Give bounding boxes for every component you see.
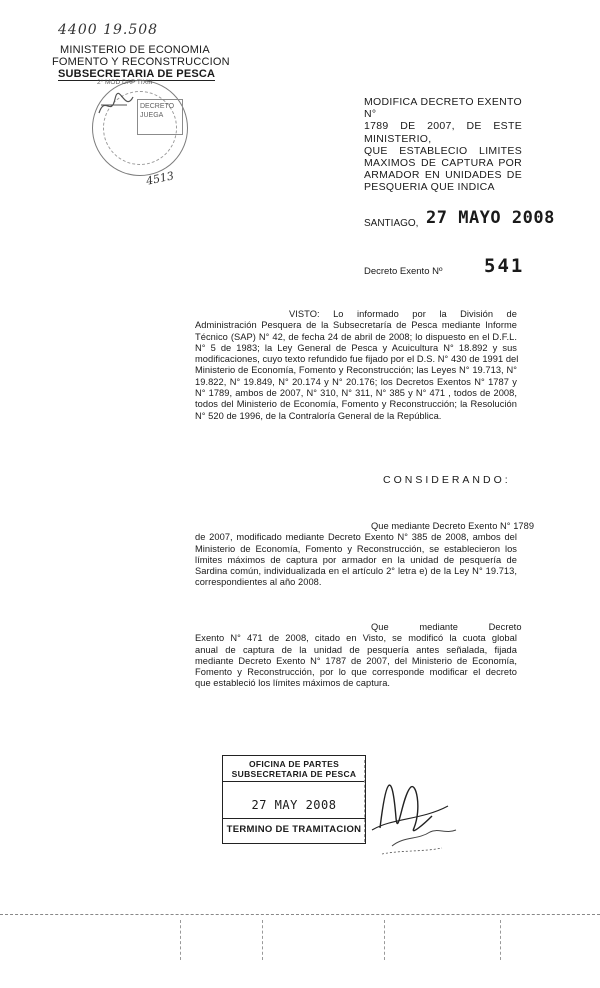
visto-line: 19.822, N° 19.849, N° 20.174 y N° 20.176; los Decretos Exentos N° 1787 y	[195, 376, 517, 387]
decree-title	[364, 96, 522, 194]
visto-line: modificaciones, cuyo texto refundido fue fijado por el D.S. N° 430 de 1991 del	[195, 354, 519, 365]
signature-scribble	[97, 91, 137, 121]
binding-mark	[500, 920, 501, 960]
visto-line: Administración Pesquera de la Subsecretaría de Pesca mediante Informe	[195, 320, 517, 331]
considerando-paragraph-2	[195, 622, 522, 690]
considerando-heading: CONSIDERANDO:	[383, 474, 511, 486]
seal-stamp-line-2: JUEGA	[140, 112, 164, 119]
title-line: 1789 DE 2007, DE ESTE MINISTERIO,	[364, 120, 522, 145]
visto-line: N° 1789, ambos de 2007, N° 310, N° 311, N° 385 y N° 471 , todos de 2008,	[195, 388, 517, 399]
considerando-line: correspondientes al año 2008.	[195, 577, 322, 588]
visto-line: VISTO: Lo informado por la División de	[289, 309, 517, 319]
seal-stamp-line-1: DECRETO	[140, 103, 175, 110]
title-line: QUE ESTABLECIO LIMITES	[364, 144, 522, 157]
title-line: MODIFICA DECRETO EXENTO N°	[364, 96, 522, 121]
margin-note: 4513	[144, 169, 176, 188]
considerando-line: Sardina común, individualizada en el artículo 2° letra e) de la Ley N° 19.713,	[195, 566, 517, 577]
visto-line: Técnico (SAP) N° 42, de fecha 24 de abril de 2008; lo dispuesto en el D.F.L.	[195, 331, 517, 342]
considerando-line: anual de captura de la unidad de pesquería antes señalada, fijada	[195, 644, 517, 655]
considerando-paragraph-1	[195, 521, 535, 589]
seal-stamp-box	[137, 99, 183, 135]
considerando-line: Que mediante Decreto	[371, 622, 522, 632]
visto-paragraph	[195, 309, 517, 422]
title-line: ARMADOR EN UNIDADES DE	[364, 169, 522, 182]
considerando-line: que estableció los límites máximos de captura.	[195, 678, 391, 689]
stamp-subtitle: SUBSECRETARIA DE PESCA	[223, 769, 365, 782]
stamp-footer: TERMINO DE TRAMITACION	[226, 824, 362, 835]
signature	[352, 758, 492, 868]
stamp-footer-box	[222, 818, 366, 844]
visto-line: Ministerio de Economía, Fomento y Reconstrucción; las Leyes N° 19.713, N°	[195, 365, 517, 376]
title-line: MAXIMOS DE CAPTURA POR	[364, 157, 522, 170]
considerando-line: Exento N° 471 de 2008, citado en Visto, se modificó la cuota global	[195, 633, 517, 644]
ministry-subtitle: FOMENTO Y RECONSTRUCCION	[52, 56, 230, 68]
ministry-seal	[92, 80, 188, 176]
visto-line: N° 520 de 1996, de la Contraloría General de la República.	[195, 410, 442, 421]
decree-label: Decreto Exento Nº	[364, 266, 443, 277]
visto-line: todos del Ministerio de Economía, Fomento y Reconstrucción; la Resolución	[195, 399, 517, 410]
stamp-title: OFICINA DE PARTES	[248, 759, 340, 769]
binding-line	[0, 914, 600, 915]
decree-number: 541	[484, 255, 525, 277]
considerando-line: Fomento y Reconstrucción, por lo que corresponde modificar el decreto	[195, 667, 517, 678]
stamp-date: 27 MAY 2008	[251, 798, 337, 812]
binding-mark	[180, 920, 181, 960]
subsecretaria-name: SUBSECRETARIA DE PESCA	[58, 68, 216, 80]
place-label: SANTIAGO,	[364, 218, 419, 229]
seal-text: 2° MOD DAP TIXIII	[97, 79, 153, 86]
ministry-name: MINISTERIO DE ECONOMIA	[60, 44, 210, 56]
considerando-line: Que mediante Decreto Exento N° 1789	[371, 521, 535, 531]
file-number: 4400 19.508	[58, 22, 159, 38]
considerando-line: de 2007, modificado mediante Decreto Exento N° 385 de 2008, ambos del	[195, 532, 517, 543]
binding-mark	[262, 920, 263, 960]
considerando-line: Ministerio de Economía, Fomento y Reconstrucción, se establecieron los	[195, 543, 517, 554]
considerando-line: límites máximos de captura por armador en la unidad de pesquería de	[195, 554, 517, 565]
decree-date: 27 MAYO 2008	[426, 208, 555, 228]
visto-line: N° 5 de 1983; la Ley General de Pesca y Acuicultura N° 18.892 y sus	[195, 342, 517, 353]
considerando-line: mediante Decreto Exento N° 1787 de 2007, del Ministerio de Economía,	[195, 655, 517, 666]
title-line: PESQUERIA QUE INDICA	[364, 181, 495, 194]
binding-mark	[384, 920, 385, 960]
